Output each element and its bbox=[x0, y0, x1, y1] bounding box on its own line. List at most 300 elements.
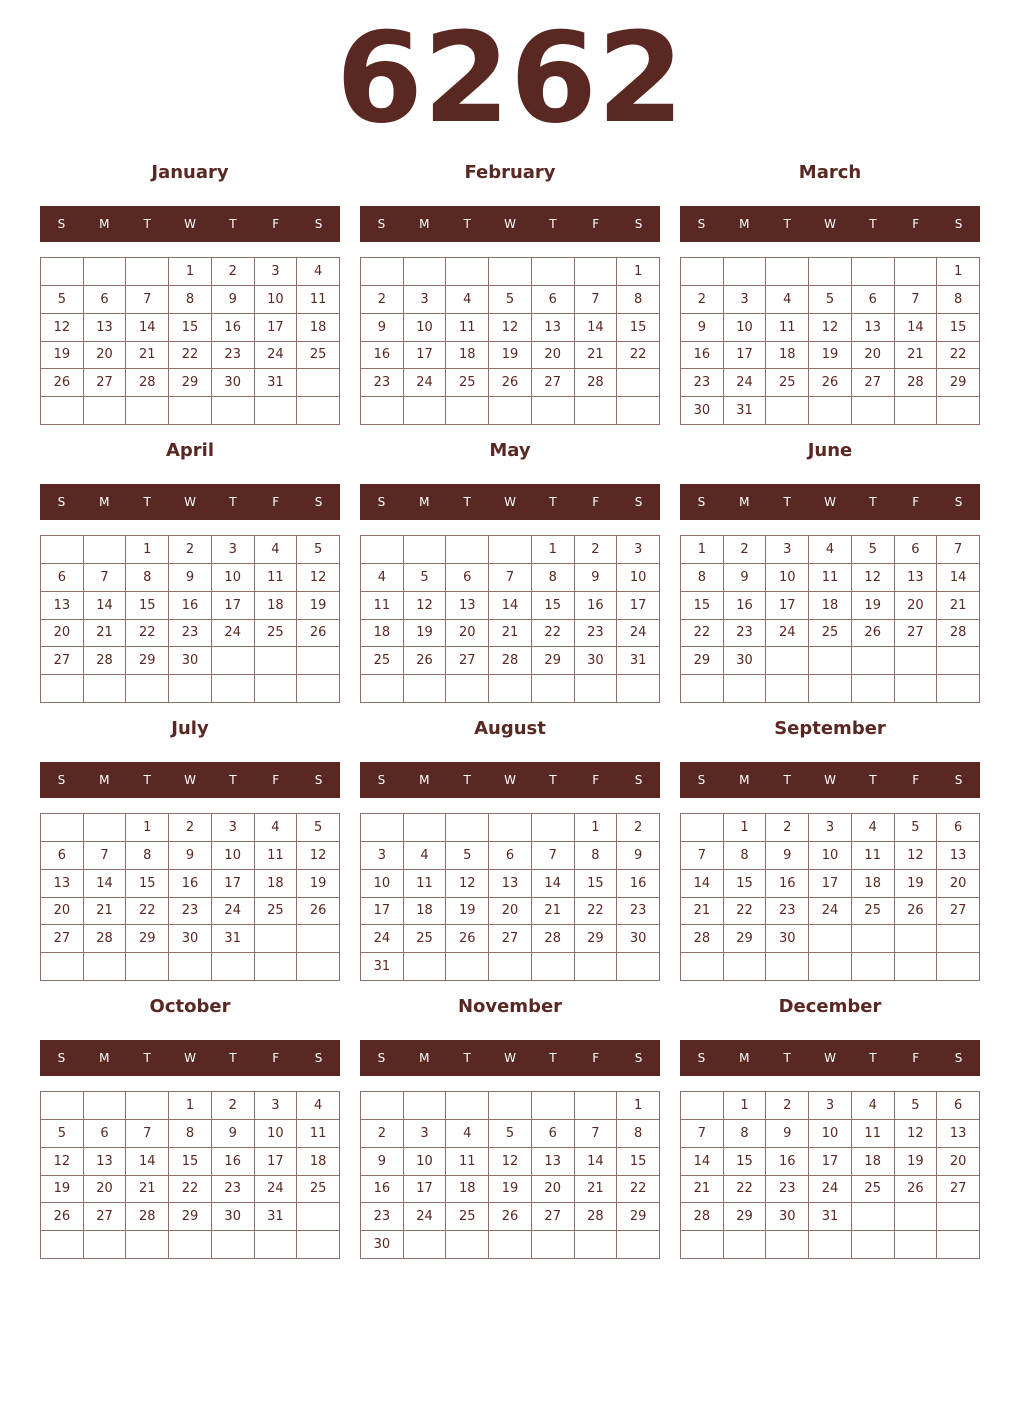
day-cell: 8 bbox=[575, 842, 618, 870]
empty-cell bbox=[617, 369, 660, 397]
weekday-label: T bbox=[869, 1051, 877, 1065]
day-cell: 20 bbox=[84, 1176, 127, 1204]
empty-cell bbox=[895, 397, 938, 425]
empty-cell bbox=[212, 647, 255, 675]
weekday-label: S bbox=[57, 495, 66, 509]
day-cell: 7 bbox=[575, 286, 618, 314]
empty-cell bbox=[404, 258, 447, 286]
day-cell: 22 bbox=[575, 898, 618, 926]
day-cell: 17 bbox=[212, 870, 255, 898]
day-cell: 12 bbox=[41, 314, 84, 342]
day-cell: 12 bbox=[852, 564, 895, 592]
empty-cell bbox=[126, 953, 169, 981]
day-cell: 1 bbox=[169, 258, 212, 286]
day-cell: 10 bbox=[255, 286, 298, 314]
day-cell: 14 bbox=[681, 1148, 724, 1176]
empty-cell bbox=[489, 814, 532, 842]
weekday-label: F bbox=[272, 217, 280, 231]
day-cell: 31 bbox=[255, 369, 298, 397]
day-cell: 20 bbox=[41, 898, 84, 926]
day-cell: 30 bbox=[724, 647, 767, 675]
day-cell: 4 bbox=[255, 536, 298, 564]
weekday-label: W bbox=[504, 1051, 516, 1065]
day-cell: 25 bbox=[852, 1176, 895, 1204]
day-cell: 25 bbox=[809, 620, 852, 648]
day-cell: 2 bbox=[766, 1092, 809, 1120]
empty-cell bbox=[41, 814, 84, 842]
day-cell: 30 bbox=[766, 1203, 809, 1231]
empty-cell bbox=[297, 397, 340, 425]
day-cell: 1 bbox=[724, 814, 767, 842]
day-cell: 17 bbox=[766, 592, 809, 620]
weekday-label: M bbox=[739, 1051, 750, 1065]
day-cell: 11 bbox=[255, 842, 298, 870]
day-cell: 18 bbox=[766, 342, 809, 370]
day-cell: 16 bbox=[169, 592, 212, 620]
empty-cell bbox=[404, 814, 447, 842]
day-cell: 12 bbox=[446, 870, 489, 898]
weekday-label: S bbox=[634, 1051, 643, 1065]
weekday-label: T bbox=[463, 773, 471, 787]
empty-cell bbox=[404, 536, 447, 564]
weekday-label: T bbox=[143, 1051, 151, 1065]
day-cell: 19 bbox=[297, 870, 340, 898]
day-cell: 13 bbox=[446, 592, 489, 620]
day-cell: 5 bbox=[41, 286, 84, 314]
day-cell: 13 bbox=[41, 870, 84, 898]
weekday-label: M bbox=[739, 495, 750, 509]
day-cell: 23 bbox=[575, 620, 618, 648]
day-cell: 29 bbox=[126, 647, 169, 675]
weekday-header bbox=[680, 1040, 980, 1076]
day-cell: 1 bbox=[937, 258, 980, 286]
day-cell: 5 bbox=[297, 814, 340, 842]
day-cell: 15 bbox=[532, 592, 575, 620]
day-cell: 15 bbox=[617, 1148, 660, 1176]
day-cell: 13 bbox=[852, 314, 895, 342]
day-cell: 30 bbox=[681, 397, 724, 425]
day-cell: 29 bbox=[169, 1203, 212, 1231]
empty-cell bbox=[255, 647, 298, 675]
empty-cell bbox=[297, 1203, 340, 1231]
empty-cell bbox=[532, 675, 575, 703]
day-cell: 10 bbox=[255, 1120, 298, 1148]
empty-cell bbox=[895, 925, 938, 953]
weekday-label: M bbox=[419, 495, 430, 509]
day-grid bbox=[680, 1091, 980, 1259]
weekday-label: T bbox=[783, 495, 791, 509]
day-cell: 5 bbox=[404, 564, 447, 592]
empty-cell bbox=[617, 1231, 660, 1259]
day-cell: 19 bbox=[489, 1176, 532, 1204]
weekday-label: W bbox=[504, 495, 516, 509]
day-cell: 18 bbox=[297, 314, 340, 342]
day-cell: 12 bbox=[895, 842, 938, 870]
day-cell: 23 bbox=[617, 898, 660, 926]
day-cell: 3 bbox=[212, 814, 255, 842]
day-cell: 4 bbox=[852, 814, 895, 842]
weekday-label: S bbox=[697, 773, 706, 787]
day-cell: 13 bbox=[489, 870, 532, 898]
empty-cell bbox=[404, 1092, 447, 1120]
empty-cell bbox=[41, 536, 84, 564]
day-cell: 16 bbox=[361, 1176, 404, 1204]
month-name: January bbox=[151, 162, 229, 183]
day-cell: 6 bbox=[937, 1092, 980, 1120]
weekday-label: S bbox=[314, 773, 323, 787]
day-cell: 22 bbox=[617, 342, 660, 370]
day-cell: 6 bbox=[532, 286, 575, 314]
day-cell: 18 bbox=[361, 620, 404, 648]
day-grid bbox=[40, 1091, 340, 1259]
empty-cell bbox=[895, 647, 938, 675]
weekday-label: F bbox=[272, 1051, 280, 1065]
day-cell: 2 bbox=[361, 286, 404, 314]
day-cell: 7 bbox=[126, 286, 169, 314]
day-cell: 12 bbox=[297, 842, 340, 870]
day-cell: 13 bbox=[937, 842, 980, 870]
day-cell: 17 bbox=[809, 870, 852, 898]
day-cell: 7 bbox=[937, 536, 980, 564]
day-cell: 11 bbox=[446, 314, 489, 342]
day-cell: 8 bbox=[681, 564, 724, 592]
day-cell: 21 bbox=[84, 898, 127, 926]
day-cell: 26 bbox=[489, 1203, 532, 1231]
weekday-label: F bbox=[592, 1051, 600, 1065]
empty-cell bbox=[255, 925, 298, 953]
day-cell: 2 bbox=[681, 286, 724, 314]
empty-cell bbox=[126, 675, 169, 703]
weekday-header bbox=[360, 484, 660, 520]
day-cell: 10 bbox=[361, 870, 404, 898]
empty-cell bbox=[766, 647, 809, 675]
empty-cell bbox=[766, 258, 809, 286]
empty-cell bbox=[809, 647, 852, 675]
day-cell: 11 bbox=[297, 286, 340, 314]
day-cell: 7 bbox=[84, 842, 127, 870]
day-cell: 19 bbox=[489, 342, 532, 370]
day-grid bbox=[40, 257, 340, 425]
day-cell: 6 bbox=[489, 842, 532, 870]
day-cell: 18 bbox=[255, 870, 298, 898]
day-cell: 21 bbox=[126, 1176, 169, 1204]
day-cell: 22 bbox=[724, 898, 767, 926]
day-cell: 27 bbox=[84, 1203, 127, 1231]
weekday-label: S bbox=[954, 217, 963, 231]
day-cell: 27 bbox=[446, 647, 489, 675]
day-cell: 24 bbox=[212, 898, 255, 926]
weekday-label: T bbox=[549, 773, 557, 787]
day-cell: 2 bbox=[575, 536, 618, 564]
day-cell: 22 bbox=[126, 620, 169, 648]
day-cell: 11 bbox=[852, 1120, 895, 1148]
weekday-header bbox=[360, 206, 660, 242]
weekday-label: T bbox=[869, 495, 877, 509]
empty-cell bbox=[446, 258, 489, 286]
day-cell: 24 bbox=[255, 1176, 298, 1204]
day-cell: 30 bbox=[169, 925, 212, 953]
weekday-label: M bbox=[739, 773, 750, 787]
day-cell: 3 bbox=[809, 814, 852, 842]
weekday-label: S bbox=[377, 1051, 386, 1065]
day-cell: 22 bbox=[169, 342, 212, 370]
empty-cell bbox=[126, 258, 169, 286]
empty-cell bbox=[895, 675, 938, 703]
empty-cell bbox=[895, 953, 938, 981]
empty-cell bbox=[575, 258, 618, 286]
day-cell: 9 bbox=[617, 842, 660, 870]
weekday-label: S bbox=[314, 495, 323, 509]
day-cell: 18 bbox=[446, 342, 489, 370]
day-cell: 18 bbox=[297, 1148, 340, 1176]
day-cell: 4 bbox=[255, 814, 298, 842]
weekday-label: W bbox=[184, 1051, 196, 1065]
empty-cell bbox=[681, 953, 724, 981]
empty-cell bbox=[169, 1231, 212, 1259]
day-cell: 31 bbox=[255, 1203, 298, 1231]
day-cell: 2 bbox=[617, 814, 660, 842]
weekday-label: S bbox=[377, 217, 386, 231]
empty-cell bbox=[84, 953, 127, 981]
empty-cell bbox=[255, 953, 298, 981]
day-cell: 12 bbox=[809, 314, 852, 342]
day-cell: 23 bbox=[766, 898, 809, 926]
day-cell: 3 bbox=[617, 536, 660, 564]
day-cell: 15 bbox=[575, 870, 618, 898]
weekday-label: T bbox=[229, 495, 237, 509]
empty-cell bbox=[297, 953, 340, 981]
month-name: August bbox=[474, 718, 546, 739]
day-cell: 10 bbox=[809, 1120, 852, 1148]
day-cell: 16 bbox=[575, 592, 618, 620]
day-cell: 9 bbox=[361, 314, 404, 342]
day-cell: 4 bbox=[404, 842, 447, 870]
empty-cell bbox=[84, 675, 127, 703]
day-cell: 6 bbox=[446, 564, 489, 592]
weekday-label: W bbox=[184, 217, 196, 231]
day-cell: 30 bbox=[575, 647, 618, 675]
day-cell: 15 bbox=[169, 1148, 212, 1176]
empty-cell bbox=[126, 1231, 169, 1259]
empty-cell bbox=[212, 397, 255, 425]
empty-cell bbox=[681, 1092, 724, 1120]
day-cell: 30 bbox=[617, 925, 660, 953]
day-cell: 23 bbox=[169, 620, 212, 648]
day-cell: 21 bbox=[489, 620, 532, 648]
empty-cell bbox=[532, 953, 575, 981]
day-cell: 22 bbox=[126, 898, 169, 926]
day-cell: 20 bbox=[532, 342, 575, 370]
day-cell: 29 bbox=[724, 1203, 767, 1231]
day-cell: 18 bbox=[809, 592, 852, 620]
day-cell: 13 bbox=[41, 592, 84, 620]
weekday-label: W bbox=[504, 217, 516, 231]
empty-cell bbox=[575, 1092, 618, 1120]
weekday-label: S bbox=[697, 495, 706, 509]
day-cell: 24 bbox=[724, 369, 767, 397]
day-cell: 2 bbox=[212, 1092, 255, 1120]
empty-cell bbox=[937, 675, 980, 703]
day-cell: 18 bbox=[446, 1176, 489, 1204]
day-cell: 26 bbox=[809, 369, 852, 397]
empty-cell bbox=[681, 1231, 724, 1259]
empty-cell bbox=[446, 397, 489, 425]
day-cell: 15 bbox=[724, 870, 767, 898]
day-cell: 4 bbox=[446, 286, 489, 314]
day-cell: 27 bbox=[532, 369, 575, 397]
weekday-header bbox=[40, 762, 340, 798]
day-cell: 17 bbox=[809, 1148, 852, 1176]
empty-cell bbox=[809, 258, 852, 286]
empty-cell bbox=[361, 675, 404, 703]
day-cell: 5 bbox=[41, 1120, 84, 1148]
day-cell: 27 bbox=[532, 1203, 575, 1231]
day-cell: 24 bbox=[255, 342, 298, 370]
empty-cell bbox=[809, 1231, 852, 1259]
empty-cell bbox=[724, 953, 767, 981]
day-cell: 28 bbox=[126, 1203, 169, 1231]
day-cell: 9 bbox=[361, 1148, 404, 1176]
day-cell: 10 bbox=[212, 842, 255, 870]
day-cell: 17 bbox=[404, 342, 447, 370]
empty-cell bbox=[617, 397, 660, 425]
day-cell: 13 bbox=[532, 1148, 575, 1176]
empty-cell bbox=[809, 675, 852, 703]
empty-cell bbox=[297, 925, 340, 953]
empty-cell bbox=[937, 925, 980, 953]
day-cell: 7 bbox=[681, 1120, 724, 1148]
day-cell: 29 bbox=[575, 925, 618, 953]
day-cell: 21 bbox=[681, 1176, 724, 1204]
day-cell: 11 bbox=[404, 870, 447, 898]
day-cell: 26 bbox=[852, 620, 895, 648]
day-cell: 24 bbox=[404, 369, 447, 397]
empty-cell bbox=[297, 369, 340, 397]
year-title: 6262 bbox=[336, 6, 684, 151]
empty-cell bbox=[41, 258, 84, 286]
weekday-label: F bbox=[592, 495, 600, 509]
day-cell: 17 bbox=[404, 1176, 447, 1204]
day-cell: 17 bbox=[212, 592, 255, 620]
empty-cell bbox=[895, 1231, 938, 1259]
day-cell: 25 bbox=[297, 342, 340, 370]
day-cell: 19 bbox=[41, 1176, 84, 1204]
day-cell: 1 bbox=[575, 814, 618, 842]
day-cell: 8 bbox=[169, 1120, 212, 1148]
weekday-label: F bbox=[592, 773, 600, 787]
weekday-header bbox=[40, 1040, 340, 1076]
day-cell: 14 bbox=[84, 870, 127, 898]
day-grid bbox=[360, 535, 660, 703]
day-cell: 4 bbox=[766, 286, 809, 314]
day-cell: 16 bbox=[681, 342, 724, 370]
day-cell: 9 bbox=[766, 1120, 809, 1148]
empty-cell bbox=[126, 1092, 169, 1120]
weekday-label: T bbox=[229, 217, 237, 231]
day-cell: 14 bbox=[575, 1148, 618, 1176]
empty-cell bbox=[169, 675, 212, 703]
empty-cell bbox=[766, 1231, 809, 1259]
day-cell: 1 bbox=[681, 536, 724, 564]
day-cell: 2 bbox=[766, 814, 809, 842]
empty-cell bbox=[937, 953, 980, 981]
empty-cell bbox=[41, 953, 84, 981]
day-cell: 3 bbox=[255, 1092, 298, 1120]
day-cell: 14 bbox=[532, 870, 575, 898]
day-cell: 4 bbox=[361, 564, 404, 592]
weekday-header bbox=[680, 762, 980, 798]
empty-cell bbox=[937, 647, 980, 675]
weekday-label: T bbox=[143, 217, 151, 231]
day-cell: 22 bbox=[724, 1176, 767, 1204]
day-cell: 15 bbox=[724, 1148, 767, 1176]
day-cell: 13 bbox=[84, 314, 127, 342]
day-cell: 28 bbox=[84, 925, 127, 953]
day-cell: 5 bbox=[446, 842, 489, 870]
empty-cell bbox=[575, 953, 618, 981]
empty-cell bbox=[724, 258, 767, 286]
empty-cell bbox=[212, 675, 255, 703]
weekday-label: T bbox=[463, 1051, 471, 1065]
day-cell: 20 bbox=[895, 592, 938, 620]
day-cell: 17 bbox=[361, 898, 404, 926]
day-cell: 30 bbox=[169, 647, 212, 675]
empty-cell bbox=[532, 1231, 575, 1259]
empty-cell bbox=[617, 675, 660, 703]
day-grid bbox=[360, 257, 660, 425]
weekday-label: S bbox=[57, 773, 66, 787]
day-cell: 8 bbox=[617, 286, 660, 314]
day-cell: 6 bbox=[852, 286, 895, 314]
empty-cell bbox=[84, 1092, 127, 1120]
weekday-label: T bbox=[549, 1051, 557, 1065]
day-cell: 5 bbox=[297, 536, 340, 564]
day-cell: 20 bbox=[937, 1148, 980, 1176]
day-cell: 17 bbox=[255, 314, 298, 342]
day-cell: 27 bbox=[489, 925, 532, 953]
day-cell: 28 bbox=[575, 1203, 618, 1231]
weekday-label: T bbox=[463, 217, 471, 231]
day-cell: 29 bbox=[681, 647, 724, 675]
weekday-label: S bbox=[634, 495, 643, 509]
month-name: November bbox=[457, 996, 563, 1017]
day-cell: 12 bbox=[404, 592, 447, 620]
day-cell: 23 bbox=[681, 369, 724, 397]
weekday-label: S bbox=[314, 1051, 323, 1065]
empty-cell bbox=[489, 1092, 532, 1120]
day-cell: 14 bbox=[937, 564, 980, 592]
empty-cell bbox=[681, 675, 724, 703]
day-cell: 27 bbox=[41, 647, 84, 675]
day-cell: 11 bbox=[361, 592, 404, 620]
day-cell: 13 bbox=[937, 1120, 980, 1148]
day-cell: 25 bbox=[361, 647, 404, 675]
day-cell: 10 bbox=[617, 564, 660, 592]
day-cell: 31 bbox=[361, 953, 404, 981]
day-cell: 30 bbox=[212, 1203, 255, 1231]
day-cell: 12 bbox=[297, 564, 340, 592]
weekday-label: W bbox=[824, 1051, 836, 1065]
day-cell: 8 bbox=[126, 564, 169, 592]
day-cell: 26 bbox=[297, 620, 340, 648]
day-cell: 21 bbox=[575, 342, 618, 370]
empty-cell bbox=[852, 1203, 895, 1231]
day-cell: 1 bbox=[724, 1092, 767, 1120]
day-cell: 20 bbox=[937, 870, 980, 898]
day-cell: 16 bbox=[212, 314, 255, 342]
empty-cell bbox=[724, 1231, 767, 1259]
empty-cell bbox=[489, 953, 532, 981]
